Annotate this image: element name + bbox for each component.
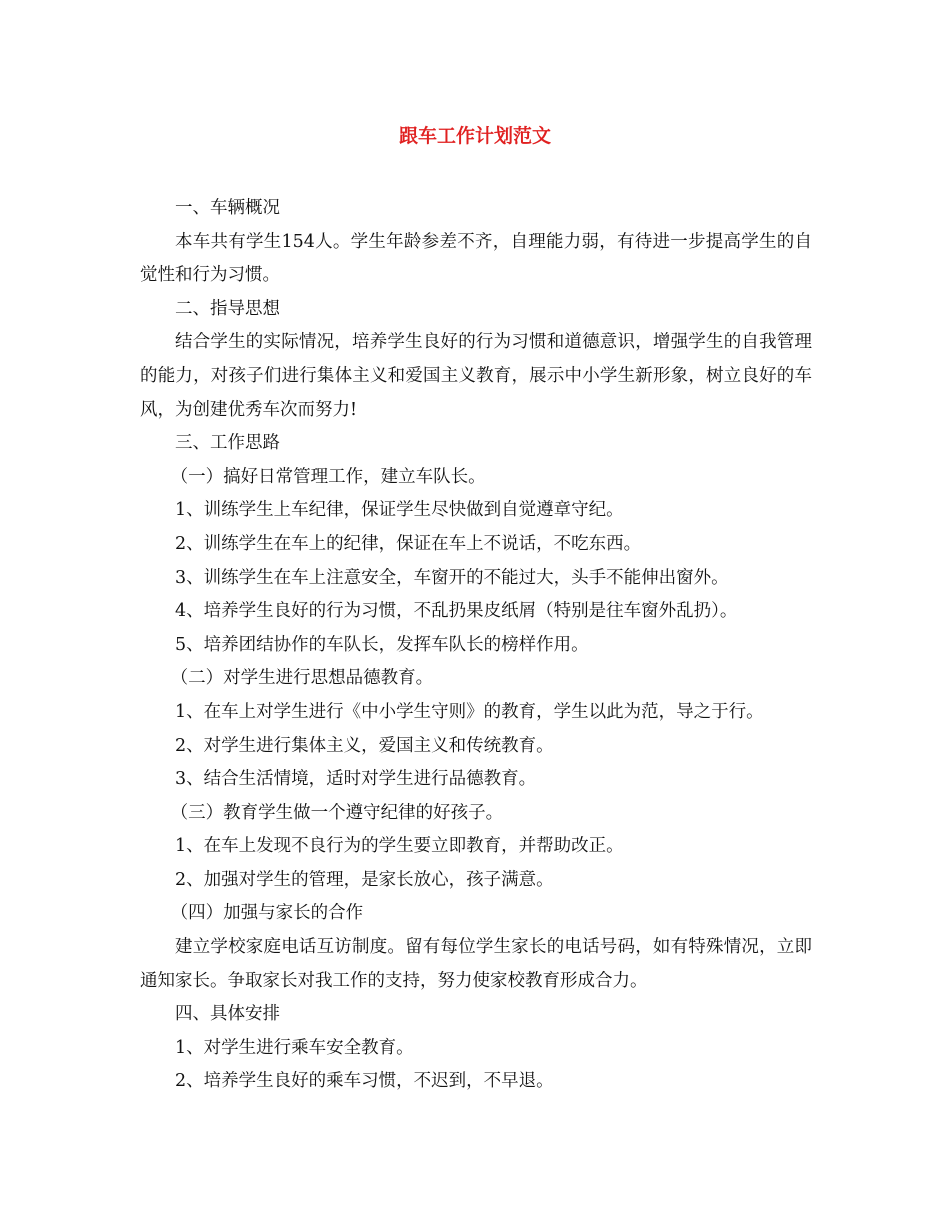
paragraph-guiding-ideas: 结合学生的实际情况，培养学生良好的行为习惯和道德意识，增强学生的自我管理的能力，对孩子们进行集体主义和爱国主义教育，展示中小学生新形象，树立良好的车风，为创建优秀车次而努力! — [140, 332, 812, 420]
list-item: 2、培养学生良好的乘车习惯，不迟到，不早退。 — [175, 1071, 554, 1092]
list-item: 5、培养团结协作的车队长，发挥车队长的榜样作用。 — [175, 634, 589, 655]
list-item: 1、在车上发现不良行为的学生要立即教育，并帮助改正。 — [175, 836, 624, 857]
list-item: 2、训练学生在车上的纪律，保证在车上不说话，不吃东西。 — [175, 533, 642, 554]
document-body — [140, 192, 812, 1099]
list-item: 2、对学生进行集体主义，爱国主义和传统教育。 — [175, 735, 554, 756]
subheading-daily-management: （一）搞好日常管理工作，建立车队长。 — [170, 466, 486, 487]
subheading-discipline: （三）教育学生做一个遵守纪律的好孩子。 — [170, 802, 504, 823]
list-item: 1、在车上对学生进行《中小学生守则》的教育，学生以此为范，导之于行。 — [175, 701, 764, 722]
list-item: 1、对学生进行乘车安全教育。 — [175, 1037, 414, 1058]
paragraph-parent-cooperation: 建立学校家庭电话互访制度。留有每位学生家长的电话号码，如有特殊情况，立即通知家长。争取家长对我工作的支持，努力使家校教育形成合力。 — [140, 937, 812, 991]
subheading-parent-cooperation: （四）加强与家长的合作 — [170, 903, 364, 924]
list-item: 2、加强对学生的管理，是家长放心，孩子满意。 — [175, 869, 554, 890]
list-item: 3、结合生活情境，适时对学生进行品德教育。 — [175, 769, 537, 790]
list-item: 3、训练学生在车上注意安全，车窗开的不能过大，头手不能伸出窗外。 — [175, 567, 729, 588]
list-item: 4、培养学生良好的行为习惯，不乱扔果皮纸屑（特别是往车窗外乱扔）。 — [175, 601, 738, 622]
paragraph-vehicle-overview: 本车共有学生154人。学生年龄参差不齐，自理能力弱，有待进一步提高学生的自觉性和行为习惯。 — [140, 231, 812, 286]
section-heading-arrangements: 四、具体安排 — [175, 1004, 280, 1025]
section-heading-guiding-ideas: 二、指导思想 — [175, 298, 280, 319]
list-item: 1、训练学生上车纪律，保证学生尽快做到自觉遵章守纪。 — [175, 500, 624, 521]
subheading-moral-education: （二）对学生进行思想品德教育。 — [170, 668, 434, 689]
section-heading-work-approach: 三、工作思路 — [175, 433, 280, 454]
document-title: 跟车工作计划范文 — [398, 125, 551, 147]
section-heading-vehicle-overview: 一、车辆概况 — [175, 198, 280, 218]
